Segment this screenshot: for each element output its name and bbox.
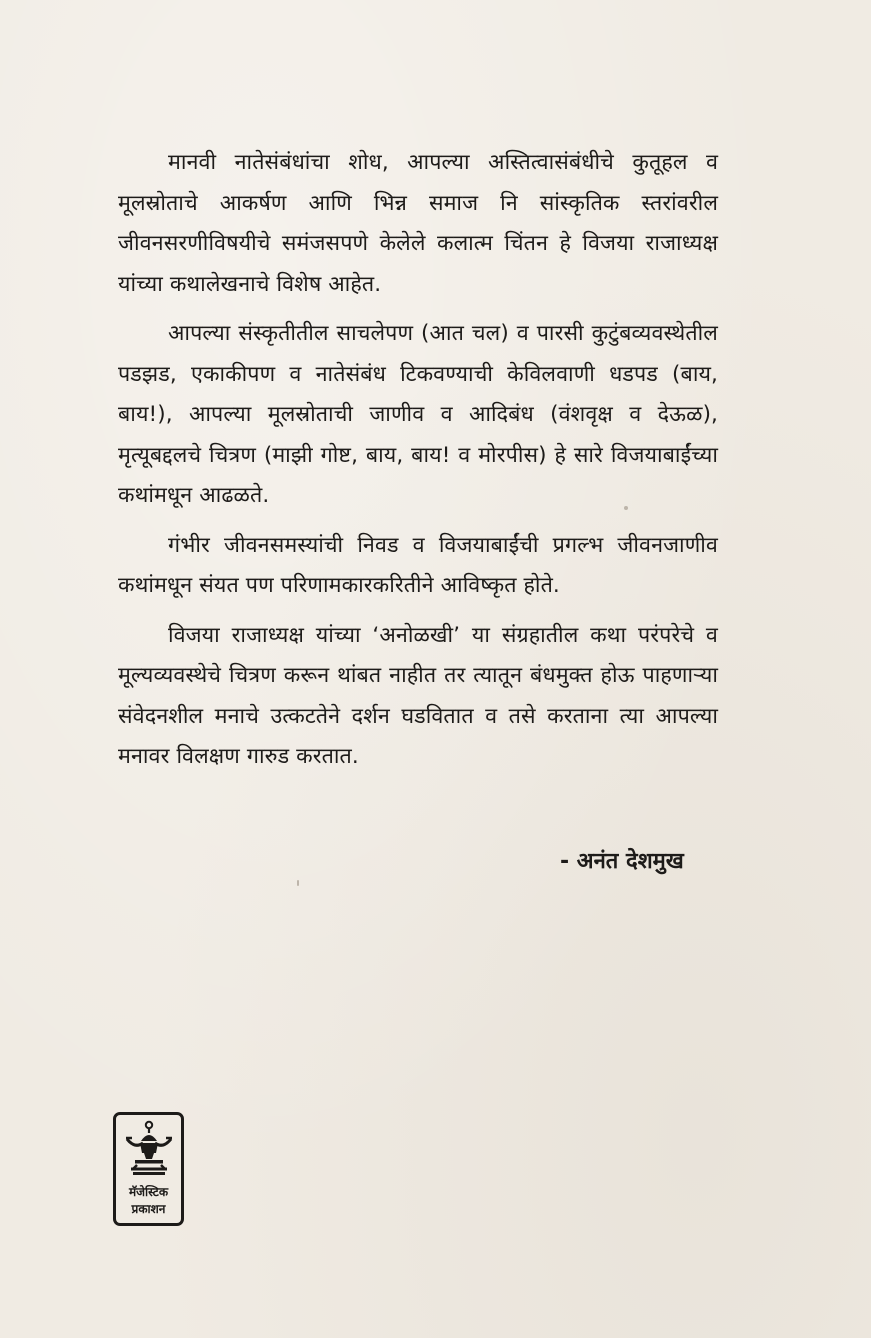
publisher-name-line1: मॅजेस्टिक bbox=[128, 1185, 169, 1199]
blurb-paragraph-2: आपल्या संस्कृतीतील साचलेपण (आत चल) व पारसी कुटुंबव्यवस्थेतील पडझड, एकाकीपण व नातेसंबंध टिकवण्याची केविलवाणी धडपड (बाय, बाय!), आपल्या मूलस्रोताची जाणीव व आदिबंध (वंशवृक्ष व देऊळ), मृत्यूबद्दलचे चित्रण (माझी गोष्ट, बाय, बाय! व मोरपीस) हे सारे विजयाबाईंच्या कथांमधून आढळते. bbox=[118, 321, 718, 508]
publisher-name-line2: प्रकाशन bbox=[131, 1202, 166, 1216]
blurb-paragraph-1: मानवी नातेसंबंधांचा शोध, आपल्या अस्तित्वासंबंधीचे कुतूहल व मूलस्रोताचे आकर्षण आणि भिन्न समाज नि सांस्कृतिक स्तरांवरील जीवनसरणीविषयीचे समंजसपणे केलेले कलात्म चिंतन हे विजया राजाध्यक्ष यांच्या कथालेखनाचे विशेष आहेत. bbox=[118, 150, 718, 297]
blurb-text bbox=[118, 143, 718, 787]
paper-speck bbox=[297, 880, 299, 886]
author-signature: - अनंत देशमुख bbox=[560, 849, 684, 874]
publisher-logo bbox=[113, 1112, 184, 1226]
blurb-paragraph-4: विजया राजाध्यक्ष यांच्या ‘अनोळखी’ या संग्रहातील कथा परंपरेचे व मूल्यव्यवस्थेचे चित्रण करून थांबत नाहीत तर त्यातून बंधमुक्त होऊ पाहणाऱ्या संवेदनशील मनाचे उत्कटतेने दर्शन घडवितात व तसे करताना त्या आपल्या मनावर विलक्षण गारुड करतात. bbox=[118, 622, 718, 769]
blurb-paragraph-3: गंभीर जीवनसमस्यांची निवड व विजयाबाईंची प्रगल्भ जीवनजाणीव कथांमधून संयत पण परिणामकारकरितीने आविष्कृत होते. bbox=[118, 532, 718, 598]
lamp-icon bbox=[123, 1119, 175, 1181]
paper-speck bbox=[624, 506, 628, 510]
